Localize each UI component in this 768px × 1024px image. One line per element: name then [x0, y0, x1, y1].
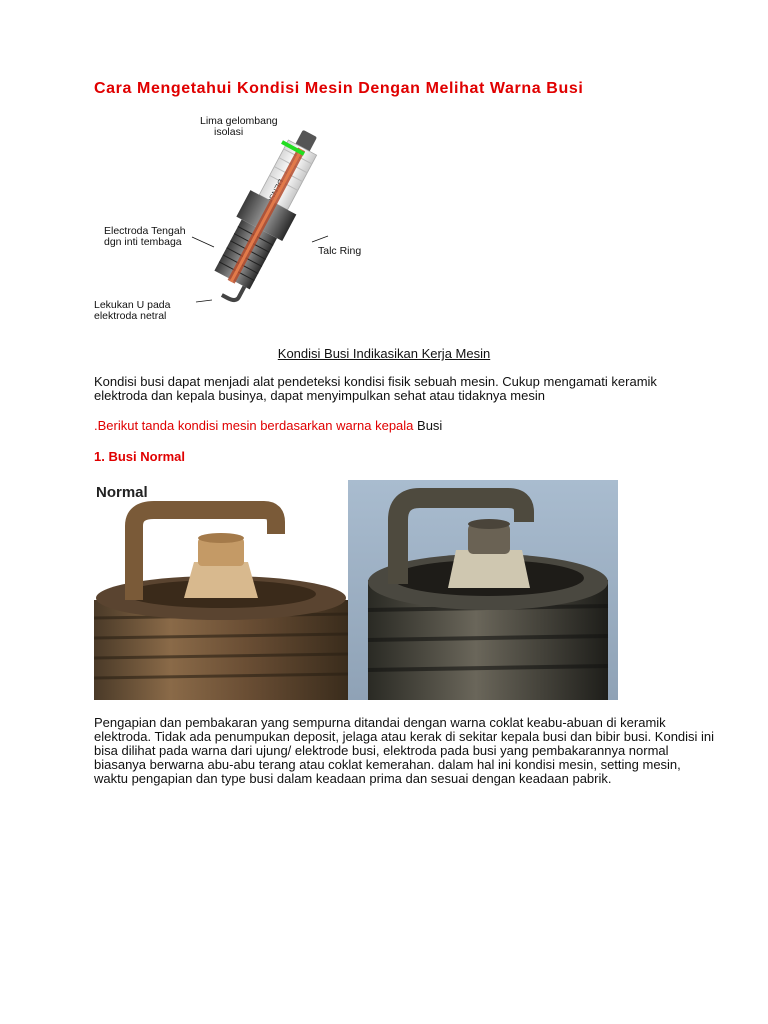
photo-label-normal: Normal	[96, 484, 148, 501]
intro-paragraph: Kondisi busi dapat menjadi alat pendeteksi kondisi fisik sebuah mesin. Cukup mengamati keramik elektroda dan kepala businya, dapat menyimpulkan sehat atau tidaknya mesin	[94, 374, 657, 403]
section-subtitle: Kondisi Busi Indikasikan Kerja Mesin	[277, 346, 491, 361]
page-title: Cara Mengetahui Kondisi Mesin Dengan Melihat Warna Busi	[94, 80, 584, 97]
description-paragraph: Pengapian dan pembakaran yang sempurna ditandai dengan warna coklat keabu-abuan di keramik elektroda. Tidak ada penumpukan deposit, jelaga atau kerak di sekitar kepala busi dan bibir busi. Kondisi ini bisa dilihat pada warna dari ujung/ elektrode busi, elektroda pada busi yang pembakarannya normal biasanya berwarna abu-abu terang atau coklat kemerahan. dalam hal ini kondisi mesin, setting mesin, waktu pengapian dan type busi dalam keadaan prima dan sesuai dengan keadaan pabrik.	[94, 715, 715, 786]
label-elektroda-netral: elektroda netral	[94, 310, 167, 322]
section-heading-busi-normal: 1. Busi Normal	[94, 449, 186, 464]
spark-plug-photo-normal-right	[348, 480, 618, 700]
label-electroda-tengah: Electroda Tengah	[104, 225, 186, 237]
berikut-line	[94, 419, 694, 433]
berikut-black-text: Busi	[413, 418, 443, 433]
label-lima-gelombang: Lima gelombang	[200, 115, 278, 127]
spark-plug-diagram	[92, 112, 392, 324]
label-inti-tembaga: dgn inti tembaga	[104, 236, 182, 248]
berikut-red-text: .Berikut tanda kondisi mesin berdasarkan warna kepala	[94, 418, 414, 433]
label-isolasi: isolasi	[214, 126, 244, 138]
label-talc-ring: Talc Ring	[318, 245, 362, 257]
spark-plug-photo-normal-left	[94, 480, 348, 700]
label-lekukan-u: Lekukan U pada	[94, 299, 171, 311]
spark-plug-illustration	[92, 112, 392, 324]
